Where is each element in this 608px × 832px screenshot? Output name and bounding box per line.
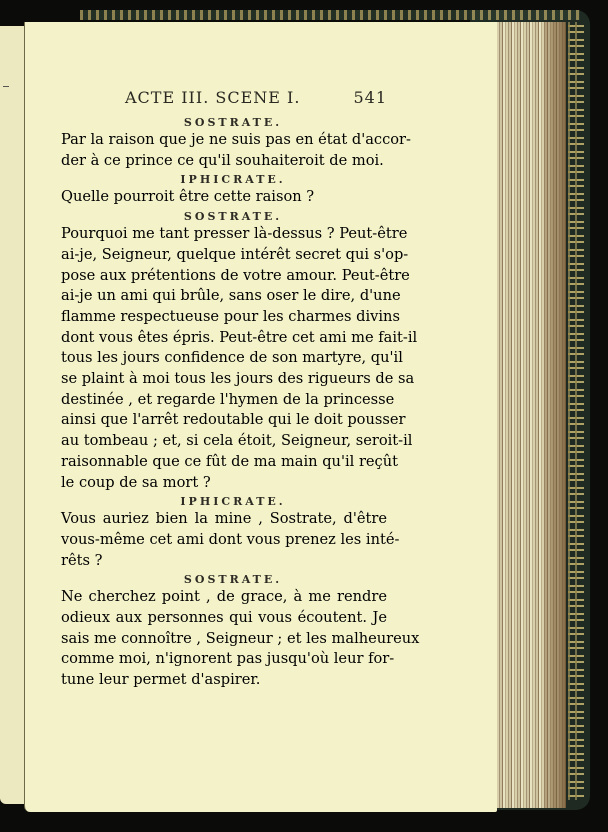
- speaker-name: SOSTRATE.: [183, 573, 283, 587]
- facing-page-edge: [0, 26, 26, 804]
- text-line: raisonnable que ce fût de ma main qu'il reçût: [61, 452, 398, 470]
- text-line: flamme respectueuse pour les charmes divins: [61, 307, 400, 325]
- text-line: Quelle pourroit être cette raison ?: [61, 188, 315, 206]
- text-line: au tombeau ; et, si cela étoit, Seigneur, seroit-il: [61, 432, 413, 450]
- speaker-name: IPHICRATE.: [180, 495, 286, 509]
- text-line: le coup de sa mort ?: [61, 473, 211, 491]
- text-line: comme moi, n'ignorent pas jusqu'où leur for-: [61, 650, 395, 668]
- facing-page-mark: [3, 86, 9, 87]
- text-line: odieux aux personnes qui vous écoutent. Je: [61, 609, 387, 627]
- speaker-name: SOSTRATE.: [183, 116, 283, 129]
- text-line: rêts ?: [61, 551, 103, 569]
- text-line: Ne cherchez point , de grace, à me rendre: [61, 588, 387, 606]
- text-line: sais me connoître , Seigneur ; et les malheureux: [61, 629, 420, 647]
- text-line: Pourquoi me tant presser là-dessus ? Peut-être: [61, 225, 408, 243]
- book-page: [24, 22, 497, 812]
- page-body: [61, 114, 420, 691]
- text-line: Par la raison que je ne suis pas en état d'accor-: [61, 131, 411, 148]
- speaker-name: SOSTRATE.: [183, 210, 283, 224]
- text-line: dont vous êtes épris. Peut-être cet ami me fait-il: [61, 328, 418, 346]
- text-line: pose aux prétentions de votre amour. Peut-être: [61, 266, 410, 284]
- text-line: vous-même cet ami dont vous prenez les inté-: [61, 530, 400, 548]
- text-line: ai-je un ami qui brûle, sans oser le dire, d'une: [61, 287, 401, 305]
- text-line: se plaint à moi tous les jours des rigueurs de sa: [61, 370, 415, 388]
- cover-top-ornament: [80, 10, 580, 20]
- running-head-title: ACTE III. SCENE I.: [125, 88, 301, 107]
- speaker-name: IPHICRATE.: [180, 173, 286, 187]
- text-line: tous les jours confidence de son martyre, qu'il: [61, 349, 403, 367]
- text-line: der à ce prince ce qu'il souhaiteroit de moi.: [61, 151, 384, 169]
- text-line: ai-je, Seigneur, quelque intérêt secret qui s'op-: [61, 245, 409, 263]
- text-line: tune leur permet d'aspirer.: [61, 671, 261, 689]
- greek-key-border-ornament: [568, 22, 584, 800]
- page-edges: [494, 22, 566, 808]
- text-line: destinée , et regarde l'hymen de la princesse: [61, 390, 395, 408]
- text-line: ainsi que l'arrêt redoutable qui le doit pousser: [61, 411, 406, 429]
- text-line: Vous auriez bien la mine , Sostrate, d'être: [61, 510, 387, 528]
- page-number: 541: [353, 88, 387, 107]
